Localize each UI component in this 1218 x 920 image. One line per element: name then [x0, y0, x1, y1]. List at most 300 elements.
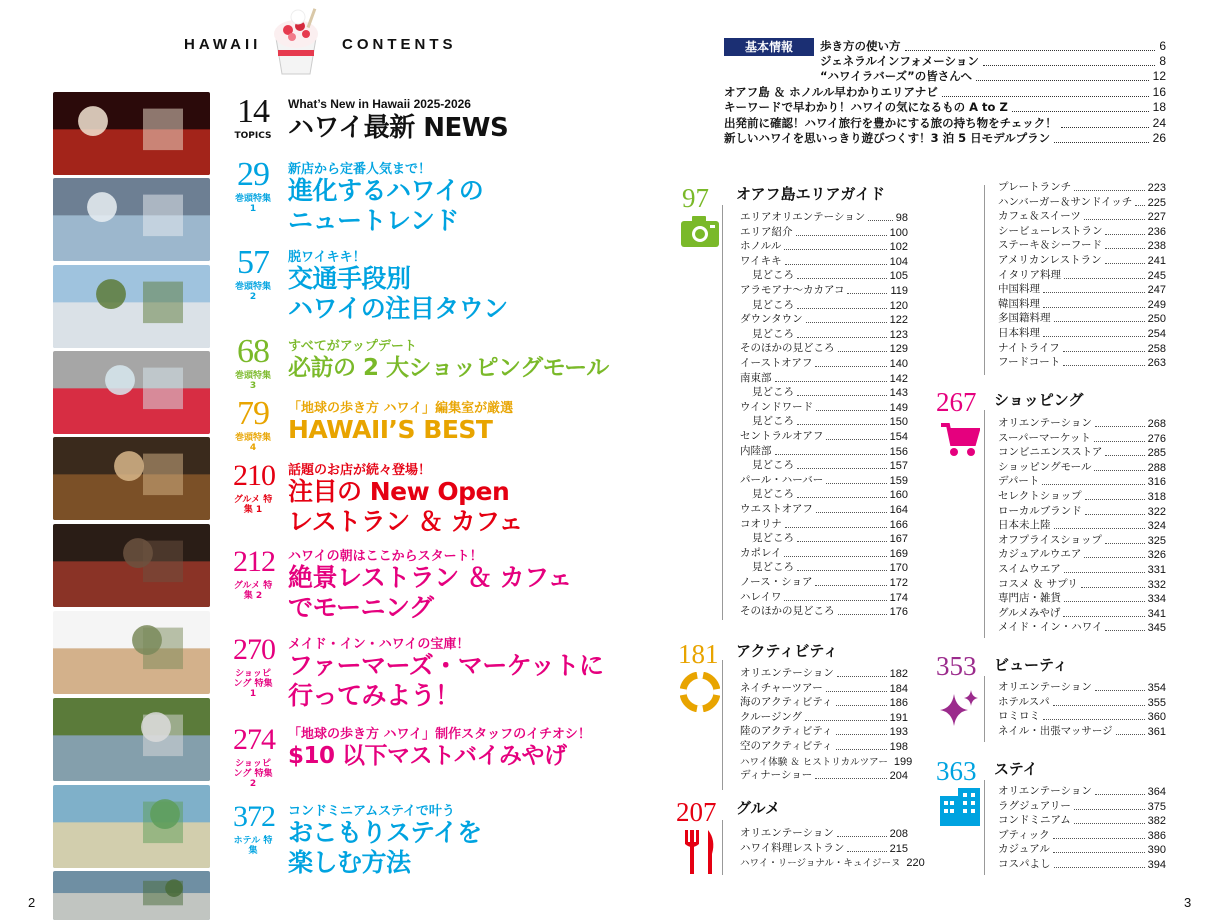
toc-entry-title: 見どころ: [752, 561, 794, 574]
toc-entry[interactable]: [998, 828, 1166, 842]
toc-entry-page: 149: [889, 401, 908, 414]
dot-leader: [796, 235, 887, 236]
toc-entry[interactable]: [740, 341, 908, 355]
feature-title: 進化するハワイの: [288, 176, 484, 205]
toc-entry[interactable]: [998, 224, 1166, 238]
toc-entry-title: コンドミニアム: [998, 814, 1071, 827]
toc-entry-page: 332: [1147, 578, 1166, 591]
dot-leader: [1094, 470, 1144, 471]
toc-entry[interactable]: [752, 414, 908, 428]
toc-entry-title: 中国料理: [998, 283, 1040, 296]
dot-leader: [837, 836, 887, 837]
basic-info-item[interactable]: [724, 130, 1166, 146]
toc-entry[interactable]: [752, 268, 908, 282]
toc-entry-page: 361: [1147, 725, 1166, 738]
toc-entry[interactable]: [740, 429, 908, 443]
dot-leader: [775, 381, 887, 382]
toc-entry[interactable]: [998, 311, 1166, 325]
basic-info-title: “ハワイラバーズ”の皆さんへ: [820, 69, 972, 83]
dot-leader: [1043, 292, 1145, 293]
basic-info-title: キーワードで早わかり！ハワイの気になるもの A to Z: [724, 100, 1008, 114]
toc-entry[interactable]: [998, 591, 1166, 605]
toc-entry[interactable]: [998, 209, 1166, 223]
toc-entry[interactable]: [998, 326, 1166, 340]
feature-title: ハワイの注目タウン: [288, 294, 508, 323]
toc-entry-page: 167: [889, 533, 908, 546]
dot-leader: [1053, 838, 1145, 839]
toc-entry[interactable]: [740, 225, 908, 239]
toc-entry-page: 331: [1147, 564, 1166, 576]
dot-leader: [1043, 307, 1145, 308]
toc-entry[interactable]: [740, 739, 908, 753]
feature-title: $10 以下マストバイみやげ: [288, 743, 567, 769]
feature-item[interactable]: [232, 459, 622, 539]
section-divider: [984, 676, 985, 742]
toc-entry-page: 105: [889, 270, 908, 283]
dot-leader: [785, 264, 887, 265]
dot-leader: [797, 308, 887, 309]
toc-entry-page: 318: [1147, 491, 1166, 503]
dot-leader: [1105, 248, 1145, 249]
toc-entry-page: 223: [1147, 182, 1166, 194]
toc-entry[interactable]: [998, 238, 1166, 252]
toc-entry[interactable]: [998, 606, 1166, 620]
toc-entry-title: ウエストオアフ: [740, 503, 813, 515]
thumbnail-bus: [53, 265, 210, 348]
toc-entry-page: 322: [1147, 505, 1166, 518]
toc-entry-title: コンビニエンスストア: [998, 446, 1103, 459]
toc-entry[interactable]: [998, 416, 1166, 430]
dot-leader: [816, 512, 887, 513]
toc-entry-title: カジュアルウエア: [998, 548, 1082, 561]
toc-entry-page: 129: [889, 343, 908, 356]
toc-entry[interactable]: [998, 562, 1166, 576]
dot-leader: [1063, 616, 1144, 617]
toc-entry-title: スーパーマーケット: [998, 431, 1091, 444]
basic-info-page: 24: [1152, 116, 1166, 130]
toc-entry-page: 247: [1147, 284, 1166, 297]
toc-entry-title: カフェ＆スイーツ: [998, 210, 1081, 223]
basic-info-page: 16: [1152, 85, 1166, 99]
dot-leader: [836, 734, 887, 735]
basic-info-title: 歩き方の使い方: [820, 39, 901, 53]
toc-entry[interactable]: [998, 857, 1166, 871]
feature-subtitle: 「地球の歩き方 ハワイ」編集室が厳選: [288, 401, 514, 416]
toc-entry-page: 245: [1147, 269, 1166, 282]
feature-item[interactable]: [232, 545, 622, 625]
basic-info-item[interactable]: [724, 99, 1166, 115]
toc-entry[interactable]: [998, 695, 1166, 709]
toc-entry[interactable]: [740, 841, 908, 855]
dot-leader: [797, 497, 887, 498]
toc-entry[interactable]: [740, 371, 908, 385]
toc-entry[interactable]: [752, 327, 908, 341]
toc-entry[interactable]: [752, 531, 908, 545]
toc-entry[interactable]: [740, 681, 908, 695]
toc-entry[interactable]: [998, 268, 1166, 282]
dot-leader: [785, 527, 887, 528]
dot-leader: [815, 778, 886, 779]
toc-entry-page: 204: [889, 770, 908, 783]
toc-entry[interactable]: [740, 502, 908, 516]
dot-leader: [838, 614, 887, 615]
toc-entry-page: 227: [1147, 211, 1166, 224]
toc-entry-title: ショッピングモール: [998, 460, 1092, 473]
toc-entry[interactable]: [998, 474, 1166, 488]
toc-entry[interactable]: [740, 210, 908, 224]
feature-label: 巻頭特集 2: [234, 282, 271, 302]
dot-leader: [1105, 455, 1144, 456]
toc-entry-title: 多国籍料理: [998, 312, 1051, 325]
toc-entry[interactable]: [740, 312, 908, 326]
dot-leader: [1095, 426, 1145, 427]
toc-entry-title: オリエンテーション: [998, 681, 1092, 693]
section-page-number: 207: [676, 797, 717, 827]
toc-entry-page: 316: [1147, 476, 1166, 489]
feature-title: 行ってみよう！: [288, 681, 460, 710]
thumbnail-food-bowls: [53, 437, 210, 520]
dot-leader: [1095, 690, 1145, 691]
toc-entry[interactable]: [998, 460, 1166, 474]
feature-item[interactable]: [232, 800, 622, 880]
toc-entry[interactable]: [752, 458, 908, 472]
basic-info-item[interactable]: [724, 115, 1166, 131]
dot-leader: [805, 720, 887, 721]
toc-entry-page: 193: [889, 726, 908, 739]
toc-entry-title: ローカルブランド: [998, 504, 1082, 517]
feature-title: ファーマーズ・マーケットに: [288, 651, 604, 680]
feature-item[interactable]: [232, 723, 622, 803]
toc-entry-page: 166: [889, 518, 908, 531]
toc-entry[interactable]: [998, 799, 1166, 813]
toc-entry-page: 174: [889, 591, 908, 604]
dot-leader: [797, 278, 887, 279]
feature-label: ショッピング 特集 1: [233, 669, 273, 699]
toc-entry-title: アメリカンレストラン: [998, 254, 1102, 266]
dot-leader: [797, 395, 887, 396]
toc-entry-title: クルージング: [740, 710, 803, 723]
dot-leader: [1074, 823, 1145, 824]
section-divider: [984, 780, 985, 875]
thumbnail-stage-dancers: [53, 92, 210, 175]
header-contents: CONTENTS: [342, 36, 457, 53]
toc-entry[interactable]: [998, 518, 1166, 532]
toc-entry-page: 186: [889, 697, 908, 710]
toc-entry-page: 236: [1147, 225, 1166, 238]
toc-entry-title: エリアオリエンテーション: [740, 211, 866, 223]
toc-entry[interactable]: [998, 431, 1166, 445]
toc-entry-title: 見どころ: [752, 459, 794, 472]
toc-entry-title: ホノルル: [740, 240, 782, 253]
toc-entry[interactable]: [740, 283, 908, 297]
toc-entry-page: 360: [1147, 711, 1166, 724]
toc-entry[interactable]: [740, 855, 925, 870]
toc-entry-page: 215: [889, 842, 908, 855]
toc-entry-title: 見どころ: [752, 298, 794, 311]
toc-entry-title: フードコート: [998, 356, 1061, 369]
toc-entry-page: 354: [1147, 682, 1166, 694]
feature-page-number: 79: [237, 395, 269, 432]
toc-entry-title: 海のアクティビティ: [740, 696, 833, 709]
toc-entry-title: スイムウエア: [998, 563, 1061, 575]
toc-entry[interactable]: [740, 695, 908, 709]
toc-entry-page: 238: [1147, 240, 1166, 253]
dot-leader: [1043, 336, 1145, 337]
toc-entry[interactable]: [740, 239, 908, 253]
toc-entry[interactable]: [998, 282, 1166, 296]
toc-entry-title: コスメ ＆ サプリ: [998, 577, 1078, 590]
toc-entry-page: 386: [1147, 829, 1166, 842]
dot-leader: [806, 322, 887, 323]
basic-info-page: 18: [1152, 100, 1166, 114]
toc-entry-title: コスパよし: [998, 858, 1051, 870]
toc-entry-title: 見どころ: [752, 386, 794, 399]
toc-entry-title: シービューレストラン: [998, 224, 1103, 237]
dot-leader: [784, 600, 886, 601]
toc-entry[interactable]: [740, 400, 908, 414]
basic-info-page: 12: [1152, 69, 1166, 83]
dot-leader: [1094, 441, 1145, 442]
feature-subtitle: 話題のお店が続々登場！: [288, 463, 432, 478]
toc-entry[interactable]: [998, 297, 1166, 311]
dot-leader: [1074, 190, 1145, 191]
toc-entry[interactable]: [740, 254, 908, 268]
toc-entry[interactable]: [740, 710, 908, 724]
section-page-number: 363: [936, 756, 977, 786]
toc-entry-title: そのほかの見どころ: [740, 605, 835, 618]
section-title[interactable]: ステイ: [994, 760, 1038, 778]
toc-entry-title: ホテルスパ: [998, 695, 1050, 708]
toc-entry[interactable]: [998, 620, 1166, 634]
dot-leader: [836, 705, 887, 706]
toc-entry[interactable]: [740, 754, 913, 768]
toc-entry[interactable]: [998, 784, 1166, 798]
feature-item[interactable]: [232, 246, 622, 326]
feature-page-number: 57: [237, 244, 269, 281]
toc-entry-title: プレートランチ: [998, 181, 1072, 193]
toc-entry[interactable]: [740, 826, 908, 840]
toc-entry[interactable]: [740, 517, 908, 531]
dot-leader: [797, 337, 887, 338]
toc-entry[interactable]: [998, 547, 1166, 561]
dot-leader: [815, 366, 886, 367]
feature-page-number: 210: [233, 459, 275, 492]
dot-leader: [1085, 499, 1145, 500]
dot-leader: [826, 439, 886, 440]
toc-entry-page: 364: [1147, 786, 1166, 798]
toc-entry-title: ナイトライフ: [998, 341, 1060, 354]
thumbnail-grill: [53, 524, 210, 607]
toc-entry-title: イタリア料理: [998, 268, 1061, 281]
toc-entry-page: 160: [889, 489, 908, 502]
toc-entry-title: ダウンタウン: [740, 313, 803, 326]
basic-info-item[interactable]: [820, 68, 1166, 84]
basic-info-item[interactable]: [820, 53, 1166, 69]
toc-entry[interactable]: [740, 473, 908, 487]
toc-entry-title: 見どころ: [752, 327, 794, 340]
toc-entry-page: 102: [889, 241, 908, 254]
toc-entry[interactable]: [752, 487, 908, 501]
toc-entry[interactable]: [752, 385, 908, 399]
toc-entry[interactable]: [998, 195, 1166, 209]
dot-leader: [868, 220, 892, 221]
feature-subtitle: 新店から定番人気まで！: [288, 162, 432, 177]
section-divider: [722, 205, 723, 620]
toc-entry-title: カポレイ: [740, 546, 782, 559]
basic-info-item[interactable]: [724, 84, 1166, 100]
toc-entry[interactable]: [998, 355, 1166, 369]
feature-page-number: 270: [233, 633, 275, 666]
basic-info-page: 26: [1152, 131, 1166, 145]
toc-entry-page: 198: [889, 741, 908, 753]
toc-entry[interactable]: [998, 680, 1166, 694]
feature-subtitle: 脱ワイキキ！: [288, 250, 366, 265]
toc-entry[interactable]: [998, 724, 1166, 738]
dot-leader: [1054, 528, 1145, 529]
section-title[interactable]: オアフ島エリアガイド: [736, 185, 885, 203]
toc-entry-page: 98: [895, 212, 908, 224]
dot-leader: [797, 468, 887, 469]
dot-leader: [816, 410, 886, 411]
basic-info-title: 出発前に確認！ハワイ旅行を豊かにする旅の持ち物をチェック！: [724, 116, 1057, 130]
toc-entry[interactable]: [998, 709, 1166, 723]
toc-entry[interactable]: [998, 504, 1166, 518]
toc-entry-title: ネイル・出張マッサージ: [998, 724, 1113, 737]
toc-entry-title: 韓国料理: [998, 297, 1040, 310]
basic-info-badge: 基本情報: [724, 38, 814, 56]
thumbnail-market: [53, 698, 210, 781]
toc-entry[interactable]: [998, 489, 1166, 503]
feature-title: ハワイ最新 NEWS: [288, 113, 509, 143]
dot-leader: [826, 691, 887, 692]
toc-entry-title: ハワイ・リージョナル・キュイジーヌ: [740, 858, 901, 870]
dot-leader: [983, 57, 1155, 66]
feature-subtitle: ハワイの朝はここからスタート！: [288, 549, 483, 564]
toc-entry[interactable]: [740, 768, 908, 782]
toc-entry-page: 154: [889, 431, 908, 443]
toc-entry-page: 341: [1147, 607, 1166, 620]
dot-leader: [797, 424, 887, 425]
feature-item[interactable]: [232, 158, 622, 238]
toc-entry-page: 220: [906, 857, 925, 870]
feature-page-number: 68: [237, 333, 269, 370]
toc-entry[interactable]: [740, 666, 908, 680]
toc-entry-page: 199: [893, 755, 913, 768]
feature-subtitle: コンドミニアムステイで叶う: [288, 804, 455, 819]
toc-entry[interactable]: [740, 444, 908, 458]
toc-entry-page: 268: [1147, 418, 1166, 430]
dot-leader: [976, 72, 1149, 81]
dot-leader: [784, 556, 886, 557]
thumbnail-breakfast: [53, 611, 210, 694]
dot-leader: [847, 851, 886, 852]
sparkle-icon: [940, 688, 980, 728]
toc-entry[interactable]: [740, 546, 908, 560]
section-divider: [722, 820, 723, 875]
toc-entry[interactable]: [740, 604, 908, 618]
feature-label: グルメ 特集 1: [233, 495, 273, 515]
toc-entry-page: 276: [1147, 432, 1166, 445]
dot-leader: [1084, 219, 1145, 220]
toc-entry[interactable]: [740, 724, 908, 738]
section-title[interactable]: ショッピング: [994, 391, 1084, 409]
toc-entry-page: 120: [889, 299, 908, 312]
toc-entry[interactable]: [998, 341, 1166, 355]
toc-entry-title: ウインドワード: [740, 400, 814, 413]
toc-entry-page: 119: [890, 285, 908, 297]
toc-entry-page: 100: [889, 226, 908, 239]
toc-entry-page: 104: [889, 255, 908, 268]
feature-subtitle: メイド・イン・ハワイの宝庫！: [288, 637, 470, 652]
toc-entry-title: ワイキキ: [740, 254, 782, 267]
dot-leader: [1095, 794, 1145, 795]
toc-entry-title: 日本料理: [998, 327, 1040, 339]
toc-entry[interactable]: [998, 180, 1166, 194]
toc-entry[interactable]: [740, 590, 908, 604]
toc-entry-page: 258: [1147, 342, 1166, 355]
toc-entry[interactable]: [740, 575, 908, 589]
shave-ice-illustration: [264, 4, 328, 76]
dot-leader: [1061, 119, 1149, 128]
feature-subtitle: 「地球の歩き方 ハワイ」制作スタッフのイチオシ！: [288, 727, 591, 742]
toc-entry[interactable]: [752, 560, 908, 574]
dot-leader: [942, 88, 1149, 97]
feature-title: 注目の New Open: [288, 477, 510, 506]
dot-leader: [1054, 134, 1149, 143]
toc-entry-title: セントラルオアフ: [740, 430, 824, 442]
toc-entry-title: 見どころ: [752, 415, 794, 428]
toc-entry-page: 325: [1147, 534, 1166, 547]
feature-item[interactable]: [232, 633, 622, 713]
feature-label: 巻頭特集 4: [234, 433, 271, 453]
feature-title: HAWAII’S BEST: [288, 415, 493, 444]
dot-leader: [847, 293, 887, 294]
toc-entry-title: オリエンテーション: [740, 667, 834, 679]
dot-leader: [815, 585, 886, 586]
toc-entry-page: 164: [889, 504, 908, 516]
dot-leader: [797, 541, 887, 542]
basic-info-item[interactable]: [820, 38, 1166, 54]
toc-entry[interactable]: [998, 577, 1166, 591]
toc-entry[interactable]: [740, 356, 908, 370]
section-title[interactable]: ビューティ: [994, 656, 1068, 674]
toc-entry-page: 184: [889, 682, 908, 695]
toc-entry-title: コオリナ: [740, 517, 782, 530]
basic-info-title: オアフ島 ＆ ホノルル早わかりエリアナビ: [724, 85, 938, 99]
toc-entry-page: 375: [1147, 800, 1166, 813]
toc-entry[interactable]: [998, 842, 1166, 856]
toc-entry[interactable]: [998, 813, 1166, 827]
toc-entry-page: 172: [889, 577, 908, 589]
toc-entry-page: 241: [1147, 255, 1166, 267]
toc-entry[interactable]: [752, 298, 908, 312]
feature-title: 必訪の 2 大ショッピングモール: [288, 355, 609, 381]
toc-entry-page: 254: [1147, 328, 1166, 340]
toc-entry-page: 122: [889, 314, 908, 327]
toc-entry-page: 143: [889, 387, 908, 400]
feature-label: グルメ 特集 2: [233, 581, 273, 601]
feature-page-number: 274: [233, 723, 275, 756]
dot-leader: [1053, 705, 1145, 706]
feature-title: 楽しむ方法: [288, 848, 411, 877]
section-title[interactable]: グルメ: [736, 799, 781, 817]
toc-entry[interactable]: [998, 445, 1166, 459]
toc-entry-page: 123: [889, 328, 908, 341]
section-title[interactable]: アクティビティ: [736, 642, 839, 660]
toc-entry[interactable]: [998, 253, 1166, 267]
toc-entry[interactable]: [998, 533, 1166, 547]
dot-leader: [1054, 867, 1145, 868]
